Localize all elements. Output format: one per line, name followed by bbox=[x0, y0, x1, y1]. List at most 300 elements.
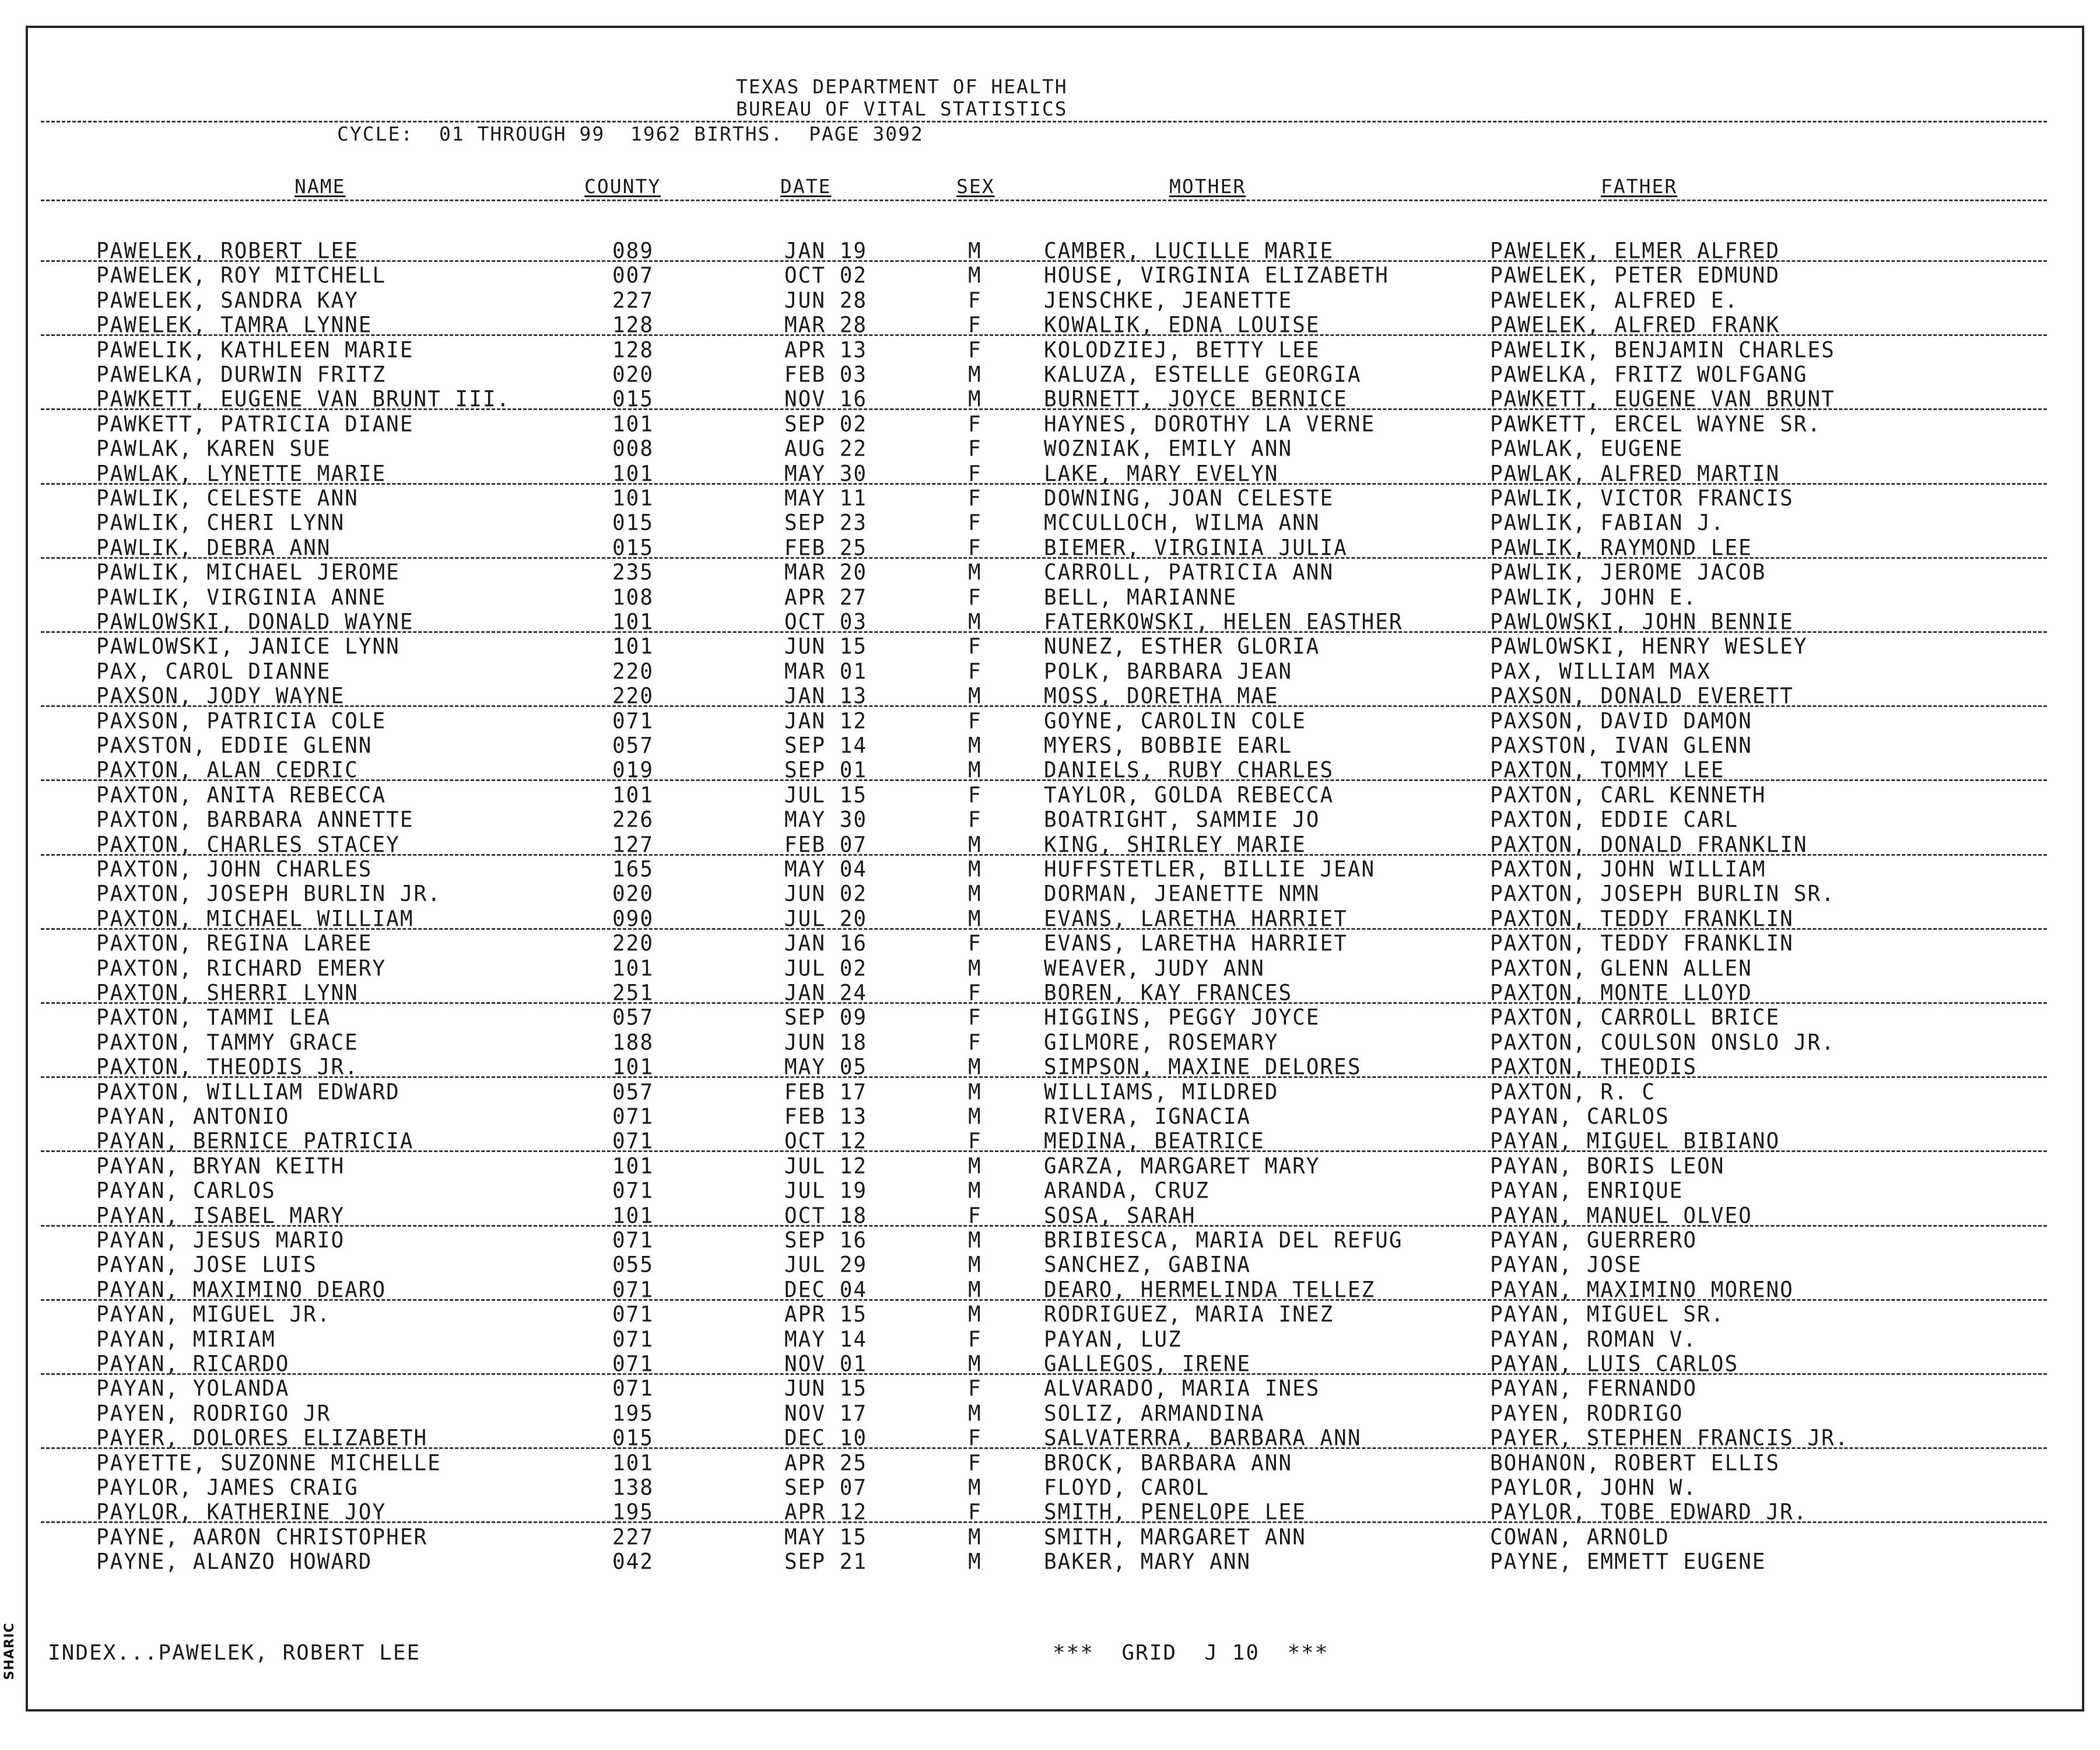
cell-date: AUG 22 bbox=[784, 436, 868, 462]
cell-sex: M bbox=[968, 1524, 982, 1550]
cell-father: PAWLIK, FABIAN J. bbox=[1490, 510, 1725, 536]
cell-mother: CAMBER, LUCILLE MARIE bbox=[1044, 238, 1334, 264]
cell-sex: M bbox=[968, 881, 982, 907]
cell-name: PAWLAK, LYNETTE MARIE bbox=[96, 461, 387, 487]
cell-father: PAXSTON, IVAN GLENN bbox=[1490, 733, 1752, 758]
row-group-divider bbox=[41, 928, 2047, 930]
table-row bbox=[0, 1303, 2100, 1327]
cell-mother: MOSS, DORETHA MAE bbox=[1044, 684, 1279, 709]
cell-father: PAYLOR, TOBE EDWARD JR. bbox=[1490, 1500, 1808, 1525]
cell-mother: BOATRIGHT, SAMMIE JO bbox=[1044, 807, 1320, 833]
cell-date: JUL 29 bbox=[784, 1252, 868, 1278]
cell-county: 101 bbox=[612, 956, 654, 981]
cell-mother: SMITH, MARGARET ANN bbox=[1044, 1524, 1306, 1550]
row-group-divider bbox=[41, 779, 2047, 781]
cell-name: PAXTON, ANITA REBECCA bbox=[96, 782, 387, 808]
row-group-divider bbox=[41, 1225, 2047, 1227]
row-group-divider bbox=[41, 483, 2047, 485]
cell-county: 020 bbox=[612, 881, 654, 907]
cell-mother: SOSA, SARAH bbox=[1044, 1203, 1196, 1228]
cell-name: PAYAN, BRYAN KEITH bbox=[96, 1153, 345, 1179]
cell-sex: F bbox=[968, 1376, 982, 1402]
cell-father: PAWLIK, JEROME JACOB bbox=[1490, 560, 1766, 586]
cell-date: MAY 11 bbox=[784, 485, 868, 511]
cell-mother: SANCHEZ, GABINA bbox=[1044, 1252, 1251, 1278]
cell-date: JUN 15 bbox=[784, 1376, 868, 1402]
column-header-mother: MOTHER bbox=[1169, 175, 1246, 198]
cell-mother: ALVARADO, MARIA INES bbox=[1044, 1376, 1320, 1402]
cell-county: 128 bbox=[612, 313, 654, 338]
cell-sex: F bbox=[968, 584, 982, 610]
table-row bbox=[0, 1476, 2100, 1500]
cell-mother: NUNEZ, ESTHER GLORIA bbox=[1044, 634, 1320, 660]
table-row bbox=[0, 586, 2100, 610]
cell-father: PAWLIK, VICTOR FRANCIS bbox=[1490, 485, 1794, 511]
cell-county: 089 bbox=[612, 238, 654, 264]
cell-date: JUN 18 bbox=[784, 1030, 868, 1055]
cell-mother: BROCK, BARBARA ANN bbox=[1044, 1450, 1293, 1476]
cell-mother: EVANS, LARETHA HARRIET bbox=[1044, 931, 1348, 957]
cell-mother: EVANS, LARETHA HARRIET bbox=[1044, 906, 1348, 932]
cell-sex: F bbox=[968, 980, 982, 1006]
cell-father: COWAN, ARNOLD bbox=[1490, 1524, 1670, 1550]
row-group-divider bbox=[41, 1521, 2047, 1523]
cell-sex: F bbox=[968, 931, 982, 957]
cell-name: PAWLIK, DEBRA ANN bbox=[96, 535, 331, 561]
cell-father: PAYEN, RODRIGO bbox=[1490, 1401, 1684, 1426]
cell-name: PAWLIK, VIRGINIA ANNE bbox=[96, 584, 387, 610]
cell-name: PAWLOWSKI, DONALD WAYNE bbox=[96, 609, 414, 635]
cell-mother: HIGGINS, PEGGY JOYCE bbox=[1044, 1005, 1320, 1031]
cell-mother: BOREN, KAY FRANCES bbox=[1044, 980, 1293, 1006]
cell-name: PAX, CAROL DIANNE bbox=[96, 659, 331, 684]
cell-county: 101 bbox=[612, 461, 654, 487]
cell-father: PAWELEK, ALFRED E. bbox=[1490, 288, 1739, 313]
cell-date: JUL 15 bbox=[784, 782, 868, 808]
cell-date: DEC 04 bbox=[784, 1277, 868, 1303]
cell-date: OCT 02 bbox=[784, 263, 868, 289]
cell-county: 226 bbox=[612, 807, 654, 833]
cell-sex: M bbox=[968, 906, 982, 932]
cell-name: PAYAN, RICARDO bbox=[96, 1351, 290, 1377]
cell-date: JAN 24 bbox=[784, 980, 868, 1006]
cell-mother: MYERS, BOBBIE EARL bbox=[1044, 733, 1293, 758]
cell-date: FEB 25 bbox=[784, 535, 868, 561]
table-row bbox=[0, 437, 2100, 461]
cell-date: DEC 10 bbox=[784, 1426, 868, 1451]
cell-county: 057 bbox=[612, 1079, 654, 1105]
cell-date: NOV 16 bbox=[784, 387, 868, 412]
cell-county: 057 bbox=[612, 733, 654, 758]
table-row bbox=[0, 1228, 2100, 1253]
cell-date: OCT 18 bbox=[784, 1203, 868, 1228]
cell-sex: F bbox=[968, 1129, 982, 1154]
cell-date: MAY 04 bbox=[784, 856, 868, 882]
cell-county: 015 bbox=[612, 535, 654, 561]
cell-sex: F bbox=[968, 1030, 982, 1055]
table-row bbox=[0, 957, 2100, 981]
cell-county: 020 bbox=[612, 362, 654, 387]
cell-county: 108 bbox=[612, 584, 654, 610]
cell-father: PAYAN, GUERRERO bbox=[1490, 1227, 1698, 1253]
cell-date: SEP 21 bbox=[784, 1549, 868, 1575]
table-row bbox=[0, 1328, 2100, 1352]
cell-name: PAXTON, TAMMI LEA bbox=[96, 1005, 331, 1031]
cell-county: 138 bbox=[612, 1475, 654, 1500]
cell-father: PAYLOR, JOHN W. bbox=[1490, 1475, 1698, 1500]
cell-mother: RODRIGUEZ, MARIA INEZ bbox=[1044, 1302, 1334, 1328]
cell-mother: SMITH, PENELOPE LEE bbox=[1044, 1500, 1306, 1525]
cell-sex: M bbox=[968, 1401, 982, 1426]
cell-date: SEP 07 bbox=[784, 1475, 868, 1500]
cell-name: PAYETTE, SUZONNE MICHELLE bbox=[96, 1450, 441, 1476]
cell-sex: M bbox=[968, 684, 982, 709]
column-header-sex: SEX bbox=[956, 175, 995, 198]
table-row bbox=[0, 660, 2100, 684]
cell-date: JUL 20 bbox=[784, 906, 868, 932]
cell-county: 101 bbox=[612, 782, 654, 808]
cell-sex: M bbox=[968, 1277, 982, 1303]
cell-mother: GALLEGOS, IRENE bbox=[1044, 1351, 1251, 1377]
row-group-divider bbox=[41, 854, 2047, 856]
cell-county: 071 bbox=[612, 1376, 654, 1402]
cell-name: PAWKETT, PATRICIA DIANE bbox=[96, 411, 414, 437]
department-title: TEXAS DEPARTMENT OF HEALTH bbox=[736, 75, 1068, 98]
table-row bbox=[0, 338, 2100, 363]
cell-mother: KALUZA, ESTELLE GEORGIA bbox=[1044, 362, 1362, 387]
cell-name: PAWELEK, SANDRA KAY bbox=[96, 288, 359, 313]
cell-county: 057 bbox=[612, 1005, 654, 1031]
table-row bbox=[0, 264, 2100, 288]
cell-father: PAWLAK, EUGENE bbox=[1490, 436, 1684, 462]
cell-father: PAXTON, CARL KENNETH bbox=[1490, 782, 1766, 808]
cell-date: FEB 17 bbox=[784, 1079, 868, 1105]
cell-sex: M bbox=[968, 1302, 982, 1328]
cell-sex: M bbox=[968, 238, 982, 264]
cell-date: JUL 02 bbox=[784, 956, 868, 981]
cell-sex: M bbox=[968, 956, 982, 981]
cell-father: PAYAN, BORIS LEON bbox=[1490, 1153, 1725, 1179]
cell-father: PAYAN, FERNANDO bbox=[1490, 1376, 1698, 1402]
table-row bbox=[0, 1031, 2100, 1055]
cell-sex: M bbox=[968, 362, 982, 387]
cell-date: APR 12 bbox=[784, 1500, 868, 1525]
cell-name: PAXTON, THEODIS JR. bbox=[96, 1055, 359, 1080]
cell-mother: WOZNIAK, EMILY ANN bbox=[1044, 436, 1293, 462]
cell-mother: BAKER, MARY ANN bbox=[1044, 1549, 1251, 1575]
column-header-county: COUNTY bbox=[584, 175, 661, 198]
cell-name: PAYAN, MIGUEL JR. bbox=[96, 1302, 331, 1328]
cell-sex: M bbox=[968, 387, 982, 412]
row-group-divider bbox=[41, 334, 2047, 336]
cell-date: MAY 14 bbox=[784, 1326, 868, 1352]
row-group-divider bbox=[41, 260, 2047, 262]
cell-sex: F bbox=[968, 1426, 982, 1451]
cell-county: 195 bbox=[612, 1401, 654, 1426]
cell-date: SEP 23 bbox=[784, 510, 868, 536]
table-row bbox=[0, 561, 2100, 585]
table-row bbox=[0, 412, 2100, 437]
cell-name: PAWELKA, DURWIN FRITZ bbox=[96, 362, 387, 387]
cell-date: MAR 28 bbox=[784, 313, 868, 338]
cell-father: PAYAN, ENRIQUE bbox=[1490, 1178, 1684, 1204]
cell-county: 071 bbox=[612, 1227, 654, 1253]
cell-date: SEP 14 bbox=[784, 733, 868, 758]
row-group-divider bbox=[41, 631, 2047, 633]
table-row bbox=[0, 882, 2100, 907]
cell-county: 015 bbox=[612, 1426, 654, 1451]
cell-father: PAYAN, LUIS CARLOS bbox=[1490, 1351, 1739, 1377]
cell-mother: MCCULLOCH, WILMA ANN bbox=[1044, 510, 1320, 536]
cell-father: PAXTON, DONALD FRANKLIN bbox=[1490, 832, 1808, 858]
cell-sex: M bbox=[968, 1055, 982, 1080]
cell-father: PAWKETT, ERCEL WAYNE SR. bbox=[1490, 411, 1822, 437]
cell-name: PAWLOWSKI, JANICE LYNN bbox=[96, 634, 400, 660]
cell-county: 090 bbox=[612, 906, 654, 932]
cell-name: PAWELIK, KATHLEEN MARIE bbox=[96, 337, 414, 363]
cell-county: 251 bbox=[612, 980, 654, 1006]
cell-father: PAYAN, ROMAN V. bbox=[1490, 1326, 1698, 1352]
table-row bbox=[0, 1451, 2100, 1476]
column-header-name: NAME bbox=[295, 175, 346, 198]
cell-father: PAWELKA, FRITZ WOLFGANG bbox=[1490, 362, 1808, 387]
cell-county: 019 bbox=[612, 758, 654, 783]
cell-sex: M bbox=[968, 1079, 982, 1105]
cell-sex: M bbox=[968, 609, 982, 635]
cell-father: PAYAN, MIGUEL SR. bbox=[1490, 1302, 1725, 1328]
sharic-watermark: SHARIC bbox=[2, 1622, 17, 1680]
index-line: INDEX...PAWELEK, ROBERT LEE bbox=[48, 1641, 421, 1665]
cell-name: PAXTON, SHERRI LYNN bbox=[96, 980, 359, 1006]
cell-father: PAWLIK, JOHN E. bbox=[1490, 584, 1698, 610]
cell-name: PAXTON, WILLIAM EDWARD bbox=[96, 1079, 400, 1105]
cell-county: 042 bbox=[612, 1549, 654, 1575]
cell-mother: HOUSE, VIRGINIA ELIZABETH bbox=[1044, 263, 1389, 289]
cell-father: PAWKETT, EUGENE VAN BRUNT bbox=[1490, 387, 1835, 412]
cell-name: PAWLIK, CELESTE ANN bbox=[96, 485, 359, 511]
cell-mother: BELL, MARIANNE bbox=[1044, 584, 1237, 610]
cell-county: 195 bbox=[612, 1500, 654, 1525]
cell-date: FEB 07 bbox=[784, 832, 868, 858]
cell-sex: F bbox=[968, 1203, 982, 1228]
cell-county: 101 bbox=[612, 1203, 654, 1228]
cell-sex: F bbox=[968, 436, 982, 462]
cell-sex: M bbox=[968, 1351, 982, 1377]
cell-father: PAXSON, DAVID DAMON bbox=[1490, 708, 1752, 734]
cell-mother: WILLIAMS, MILDRED bbox=[1044, 1079, 1279, 1105]
cell-sex: F bbox=[968, 1326, 982, 1352]
cell-date: FEB 03 bbox=[784, 362, 868, 387]
cell-mother: FATERKOWSKI, HELEN EASTHER bbox=[1044, 609, 1403, 635]
table-row bbox=[0, 1377, 2100, 1401]
cell-date: OCT 12 bbox=[784, 1129, 868, 1154]
cell-mother: BRIBIESCA, MARIA DEL REFUG bbox=[1044, 1227, 1403, 1253]
cell-date: SEP 02 bbox=[784, 411, 868, 437]
table-row bbox=[0, 1105, 2100, 1129]
cell-father: PAYAN, JOSE bbox=[1490, 1252, 1642, 1278]
cell-date: JUN 15 bbox=[784, 634, 868, 660]
column-header-date: DATE bbox=[780, 175, 832, 198]
cell-mother: SOLIZ, ARMANDINA bbox=[1044, 1401, 1265, 1426]
cell-name: PAYEN, RODRIGO JR bbox=[96, 1401, 331, 1426]
cell-name: PAXTON, JOSEPH BURLIN JR. bbox=[96, 881, 441, 907]
cell-date: NOV 17 bbox=[784, 1401, 868, 1426]
cell-county: 015 bbox=[612, 510, 654, 536]
row-group-divider bbox=[41, 557, 2047, 559]
cell-sex: F bbox=[968, 337, 982, 363]
cell-sex: M bbox=[968, 1153, 982, 1179]
cell-name: PAXTON, TAMMY GRACE bbox=[96, 1030, 359, 1055]
cell-county: 101 bbox=[612, 485, 654, 511]
table-row bbox=[0, 932, 2100, 956]
cell-county: 071 bbox=[612, 1178, 654, 1204]
cell-mother: BIEMER, VIRGINIA JULIA bbox=[1044, 535, 1348, 561]
cell-mother: KOLODZIEJ, BETTY LEE bbox=[1044, 337, 1320, 363]
cell-mother: GARZA, MARGARET MARY bbox=[1044, 1153, 1320, 1179]
table-row bbox=[0, 635, 2100, 659]
cell-sex: F bbox=[968, 510, 982, 536]
cell-name: PAYAN, ANTONIO bbox=[96, 1104, 290, 1129]
cell-date: MAY 05 bbox=[784, 1055, 868, 1080]
cell-name: PAXTON, MICHAEL WILLIAM bbox=[96, 906, 414, 932]
cell-name: PAXSTON, EDDIE GLENN bbox=[96, 733, 373, 758]
cell-sex: M bbox=[968, 1549, 982, 1575]
cell-date: JUL 12 bbox=[784, 1153, 868, 1179]
row-group-divider bbox=[41, 1002, 2047, 1004]
table-row bbox=[0, 289, 2100, 313]
cell-name: PAWLIK, CHERI LYNN bbox=[96, 510, 345, 536]
cell-county: 227 bbox=[612, 1524, 654, 1550]
cell-county: 007 bbox=[612, 263, 654, 289]
cell-name: PAXTON, REGINA LAREE bbox=[96, 931, 373, 957]
cell-sex: F bbox=[968, 288, 982, 313]
cell-county: 128 bbox=[612, 337, 654, 363]
cell-mother: HAYNES, DOROTHY LA VERNE bbox=[1044, 411, 1376, 437]
cell-date: MAY 30 bbox=[784, 807, 868, 833]
cell-mother: KING, SHIRLEY MARIE bbox=[1044, 832, 1306, 858]
cell-date: SEP 16 bbox=[784, 1227, 868, 1253]
cell-county: 071 bbox=[612, 708, 654, 734]
cell-father: PAWLAK, ALFRED MARTIN bbox=[1490, 461, 1780, 487]
cell-county: 071 bbox=[612, 1277, 654, 1303]
cell-father: PAXTON, CARROLL BRICE bbox=[1490, 1005, 1780, 1031]
cell-sex: M bbox=[968, 856, 982, 882]
cell-father: PAXTON, R. C bbox=[1490, 1079, 1656, 1105]
cell-mother: TAYLOR, GOLDA REBECCA bbox=[1044, 782, 1334, 808]
cell-county: 008 bbox=[612, 436, 654, 462]
cell-name: PAXTON, RICHARD EMERY bbox=[96, 956, 387, 981]
table-row bbox=[0, 1080, 2100, 1105]
cell-name: PAXTON, BARBARA ANNETTE bbox=[96, 807, 414, 833]
cell-mother: RIVERA, IGNACIA bbox=[1044, 1104, 1251, 1129]
table-row bbox=[0, 1179, 2100, 1203]
cell-mother: WEAVER, JUDY ANN bbox=[1044, 956, 1265, 981]
cell-sex: M bbox=[968, 1252, 982, 1278]
cell-mother: BURNETT, JOYCE BERNICE bbox=[1044, 387, 1348, 412]
row-group-divider bbox=[41, 1373, 2047, 1375]
cell-date: JAN 19 bbox=[784, 238, 868, 264]
cell-county: 235 bbox=[612, 560, 654, 586]
cell-sex: F bbox=[968, 313, 982, 338]
cell-county: 101 bbox=[612, 609, 654, 635]
cell-name: PAXTON, CHARLES STACEY bbox=[96, 832, 400, 858]
cell-father: PAXTON, JOHN WILLIAM bbox=[1490, 856, 1766, 882]
cell-name: PAWELEK, ROBERT LEE bbox=[96, 238, 359, 264]
cell-mother: SALVATERRA, BARBARA ANN bbox=[1044, 1426, 1362, 1451]
cell-mother: FLOYD, CAROL bbox=[1044, 1475, 1210, 1500]
table-row bbox=[0, 1006, 2100, 1030]
column-header-divider bbox=[41, 200, 2047, 201]
cell-sex: M bbox=[968, 263, 982, 289]
table-row bbox=[0, 1550, 2100, 1574]
cell-date: SEP 01 bbox=[784, 758, 868, 783]
cell-sex: F bbox=[968, 535, 982, 561]
cell-father: PAWELEK, ALFRED FRANK bbox=[1490, 313, 1780, 338]
cell-date: SEP 09 bbox=[784, 1005, 868, 1031]
cell-father: PAXTON, EDDIE CARL bbox=[1490, 807, 1739, 833]
cell-father: PAYER, STEPHEN FRANCIS JR. bbox=[1490, 1426, 1849, 1451]
cell-mother: HUFFSTETLER, BILLIE JEAN bbox=[1044, 856, 1376, 882]
cell-sex: F bbox=[968, 634, 982, 660]
cell-mother: MEDINA, BEATRICE bbox=[1044, 1129, 1265, 1154]
grid-reference: *** GRID J 10 *** bbox=[1053, 1641, 1329, 1665]
cell-name: PAYER, DOLORES ELIZABETH bbox=[96, 1426, 428, 1451]
cell-mother: ARANDA, CRUZ bbox=[1044, 1178, 1210, 1204]
cell-county: 071 bbox=[612, 1351, 654, 1377]
cell-father: PAXTON, TEDDY FRANKLIN bbox=[1490, 906, 1794, 932]
cycle-line: CYCLE: 01 THROUGH 99 1962 BIRTHS. PAGE 3092 bbox=[337, 123, 924, 145]
cell-name: PAYAN, JESUS MARIO bbox=[96, 1227, 345, 1253]
cell-county: 227 bbox=[612, 288, 654, 313]
row-group-divider bbox=[41, 1150, 2047, 1152]
cell-name: PAWELEK, ROY MITCHELL bbox=[96, 263, 387, 289]
cell-date: APR 15 bbox=[784, 1302, 868, 1328]
cell-mother: PAYAN, LUZ bbox=[1044, 1326, 1182, 1352]
cell-county: 071 bbox=[612, 1104, 654, 1129]
row-group-divider bbox=[41, 1447, 2047, 1449]
cell-father: BOHANON, ROBERT ELLIS bbox=[1490, 1450, 1780, 1476]
cell-father: PAX, WILLIAM MAX bbox=[1490, 659, 1711, 684]
cell-father: PAWLIK, RAYMOND LEE bbox=[1490, 535, 1752, 561]
cell-sex: F bbox=[968, 708, 982, 734]
cell-county: 101 bbox=[612, 1153, 654, 1179]
cell-mother: LAKE, MARY EVELYN bbox=[1044, 461, 1279, 487]
cell-date: JAN 12 bbox=[784, 708, 868, 734]
cell-sex: M bbox=[968, 832, 982, 858]
cell-father: PAYAN, CARLOS bbox=[1490, 1104, 1670, 1129]
table-row bbox=[0, 808, 2100, 832]
cell-county: 220 bbox=[612, 659, 654, 684]
cell-county: 071 bbox=[612, 1129, 654, 1154]
cell-county: 127 bbox=[612, 832, 654, 858]
row-group-divider bbox=[41, 408, 2047, 410]
cell-name: PAYLOR, JAMES CRAIG bbox=[96, 1475, 359, 1500]
cell-sex: M bbox=[968, 1178, 982, 1204]
cell-sex: F bbox=[968, 807, 982, 833]
cell-name: PAXTON, ALAN CEDRIC bbox=[96, 758, 359, 783]
table-row bbox=[0, 709, 2100, 734]
cell-date: NOV 01 bbox=[784, 1351, 868, 1377]
cell-sex: M bbox=[968, 733, 982, 758]
cell-date: JUL 19 bbox=[784, 1178, 868, 1204]
cell-date: JUN 02 bbox=[784, 881, 868, 907]
cell-father: PAYAN, MANUEL OLVEO bbox=[1490, 1203, 1752, 1228]
cell-mother: GILMORE, ROSEMARY bbox=[1044, 1030, 1279, 1055]
cell-date: APR 13 bbox=[784, 337, 868, 363]
cell-county: 220 bbox=[612, 684, 654, 709]
cell-date: MAY 15 bbox=[784, 1524, 868, 1550]
cell-name: PAYNE, ALANZO HOWARD bbox=[96, 1549, 373, 1575]
